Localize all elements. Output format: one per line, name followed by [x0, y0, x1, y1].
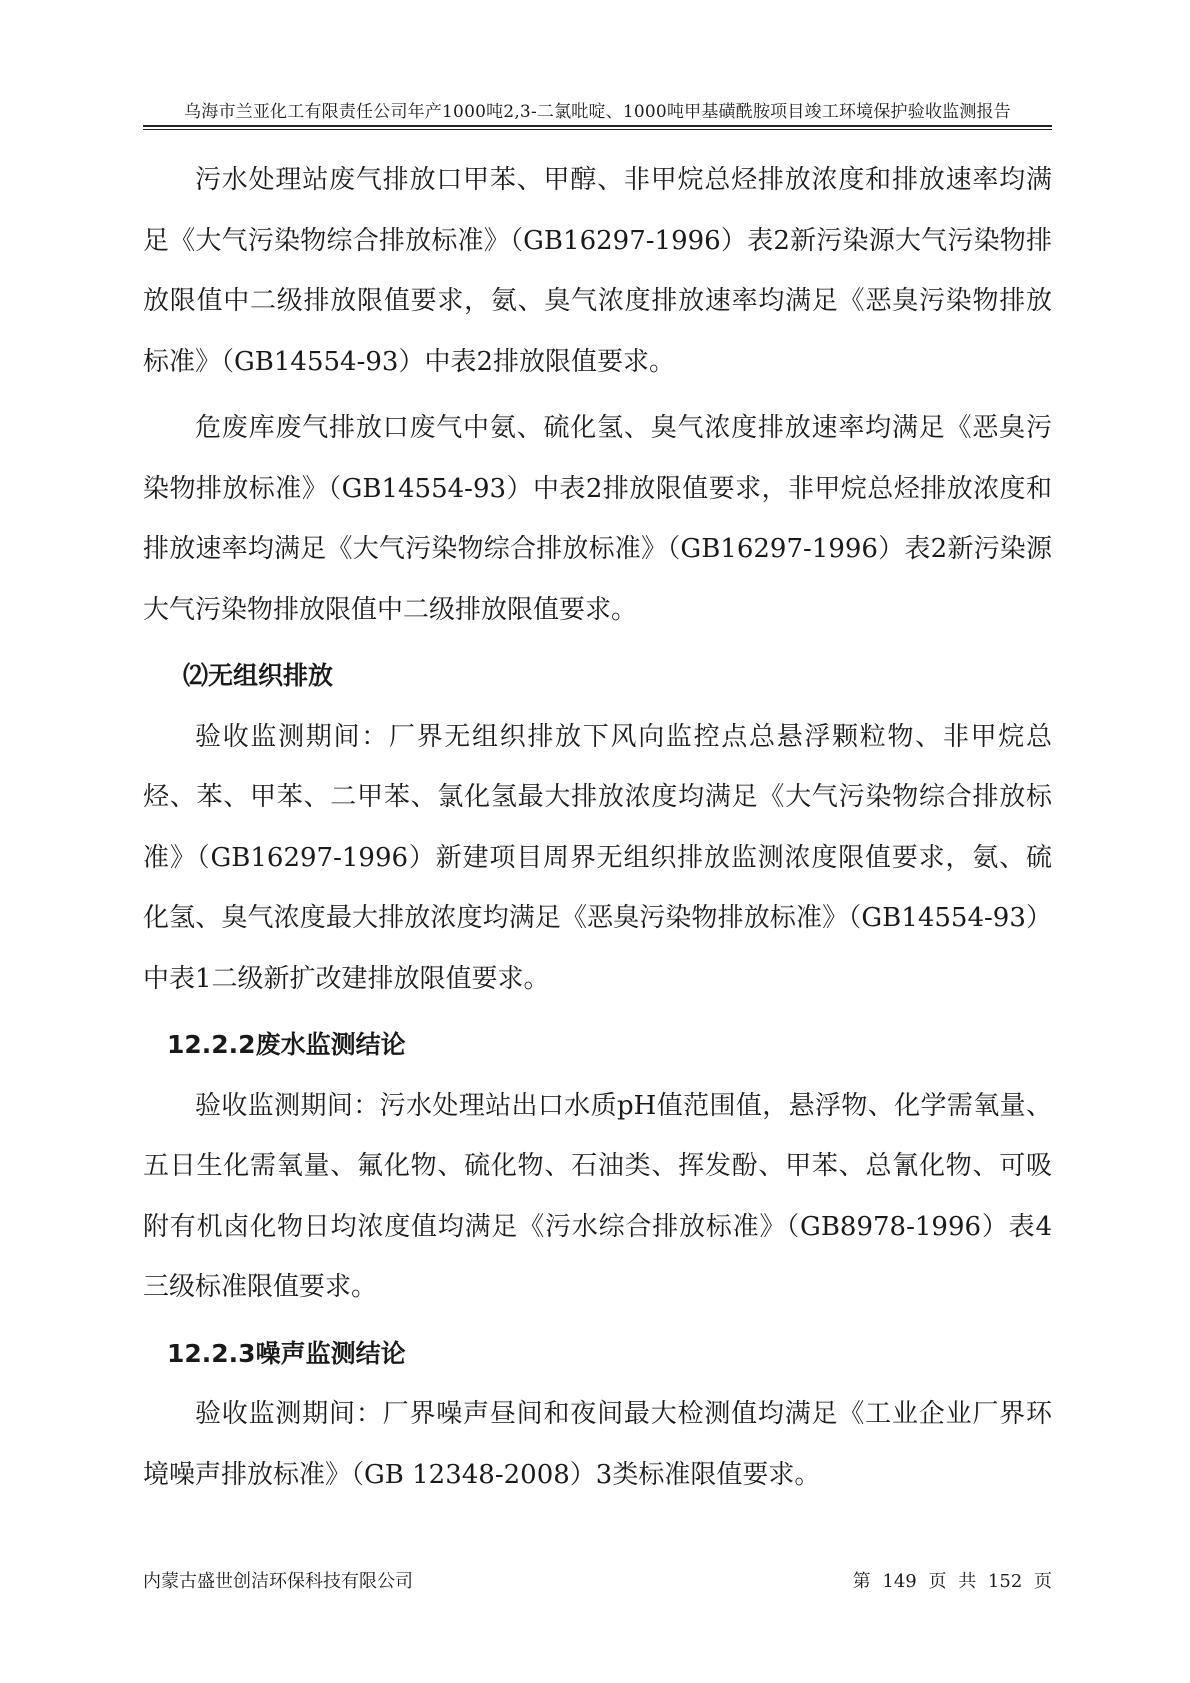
paragraph-unorganized-emission: 验收监测期间：厂界无组织排放下风向监控点总悬浮颗粒物、非甲烷总烃、苯、甲苯、二甲苯、氯化氢最大排放浓度均满足《大气污染物综合排放标准》（GB16297-1996）新建项目周界无组织排放监测浓度限值要求，氨、硫化氢、臭气浓度最大排放浓度均满足《恶臭污染物排放标准》（GB14554-93）中表1二级新扩改建排放限值要求。 [143, 721, 1052, 994]
paragraph-hazardous-waste-exhaust: 危废库废气排放口废气中氨、硫化氢、臭气浓度排放速率均满足《恶臭污染物排放标准》（GB14554-93）中表2排放限值要求，非甲烷总烃排放浓度和排放速率均满足《大气污染物综合排放标准》（GB16297-1996）表2新污染源大气污染物排放限值中二级排放限值要求。 [143, 413, 1052, 625]
page-header: 乌海市兰亚化工有限责任公司年产1000吨2,3-二氯吡啶、1000吨甲基磺酰胺项目竣工环境保护验收监测报告 [184, 102, 1011, 122]
heading-noise-conclusion: 12.2.3噪声监测结论 [167, 1338, 406, 1368]
header-rule-thick [143, 125, 1052, 127]
header-rule-thin [143, 129, 1052, 130]
footer-company: 内蒙古盛世创洁环保科技有限公司 [143, 1571, 413, 1592]
heading-unorganized-emission: ⑵无组织排放 [183, 661, 334, 690]
paragraph-wastewater-conclusion: 验收监测期间：污水处理站出口水质pH值范围值，悬浮物、化学需氧量、五日生化需氧量、氟化物、硫化物、石油类、挥发酚、甲苯、总氰化物、可吸附有机卤化物日均浓度值均满足《污水综合排放标准》（GB8978-1996）表4三级标准限值要求。 [143, 1090, 1052, 1302]
document-body [143, 150, 1052, 1505]
heading-wastewater-conclusion: 12.2.2废水监测结论 [167, 1030, 406, 1059]
paragraph-noise-conclusion: 验收监测期间：厂界噪声昼间和夜间最大检测值均满足《工业企业厂界环境噪声排放标准》（GB 12348-2008）3类标准限值要求。 [143, 1399, 1052, 1490]
paragraph-sewage-exhaust: 污水处理站废气排放口甲苯、甲醇、非甲烷总烃排放浓度和排放速率均满足《大气污染物综合排放标准》（GB16297-1996）表2新污染源大气污染物排放限值中二级排放限值要求，氨、臭气浓度排放速率均满足《恶臭污染物排放标准》（GB14554-93）中表2排放限值要求。 [143, 165, 1052, 377]
footer-page-number: 第 149 页 共 152 页 [852, 1571, 1052, 1592]
